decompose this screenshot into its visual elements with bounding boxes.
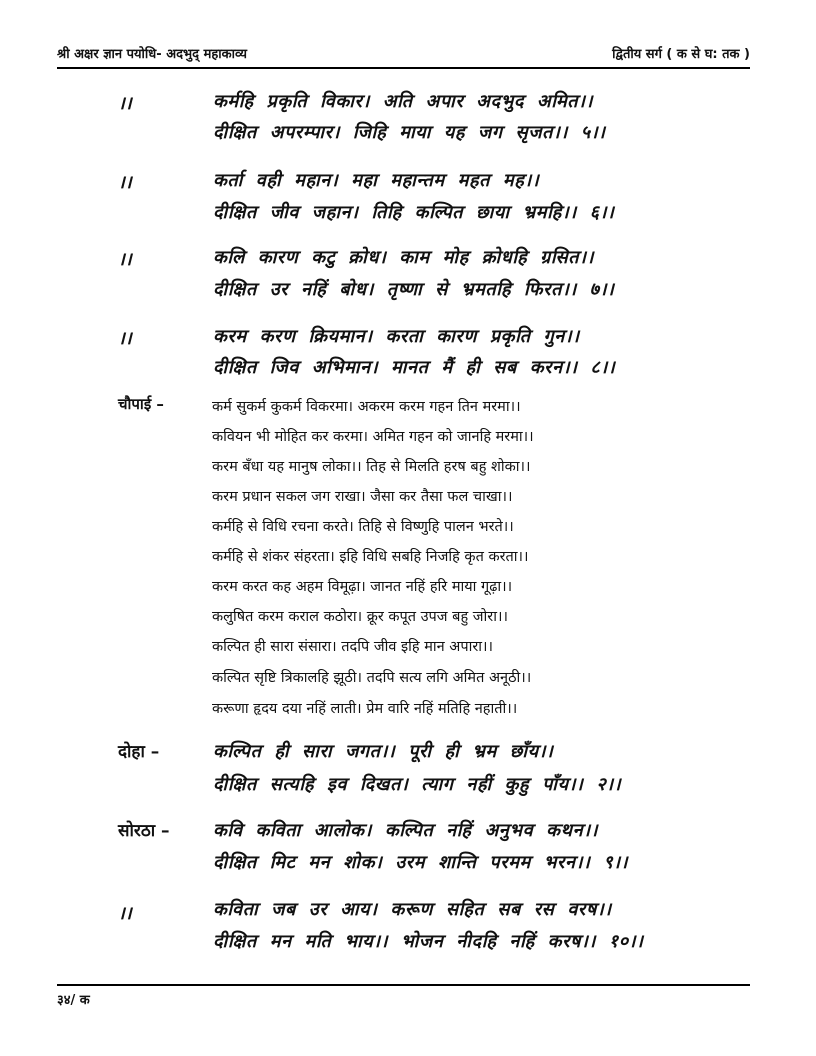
verse-line: करम करण क्रियमान। करता कारण प्रकृति गुन।। xyxy=(213,326,580,347)
doha-label: दोहा – xyxy=(118,742,160,762)
verse-label: ।। xyxy=(118,328,132,349)
chaupai-line: करूणा हृदय दया नहिं लाती। प्रेम वारि नहिं मतिहि नहाती।। xyxy=(212,701,518,717)
chaupai-line: कर्म सुकर्म कुकर्म विकरमा। अकरम करम गहन तिन मरमा।। xyxy=(212,399,521,415)
verse-label: ।। xyxy=(118,903,132,924)
verse-line: कविता जब उर आय। करूण सहित सब रस वरष।। xyxy=(213,899,612,920)
chaupai-line: करम बँधा यह मानुष लोका।। तिह से मिलति हरष बहु शोका।। xyxy=(212,459,531,475)
verse-label: ।। xyxy=(118,93,132,114)
footer-rule xyxy=(57,984,750,986)
chaupai-label: चौपाई – xyxy=(118,395,164,413)
verse-line: दीक्षित अपरम्पार। जिहि माया यह जग सृजत।। ५।। xyxy=(213,122,606,143)
soratha-line: दीक्षित मिट मन शोक। उरम शान्ति परमम भरन।। ९।। xyxy=(213,852,629,873)
soratha-line: कवि कविता आलोक। कल्पित नहिं अनुभव कथन।। xyxy=(213,820,599,841)
verse-line: कलि कारण कटु क्रोध। काम मोह क्रोधहि ग्रसित।। xyxy=(213,247,594,268)
page-header xyxy=(57,44,750,64)
chaupai-line: करम करत कह अहम विमूढ़ा। जानत नहिं हरि माया गूढ़ा।। xyxy=(212,579,513,595)
verse-line: दीक्षित मन मति भाय।। भोजन नीदहि नहिं करष।। १०।। xyxy=(213,931,644,952)
doha-line: कल्पित ही सारा जगत।। पूरी ही भ्रम छाँय।। xyxy=(213,741,554,762)
book-title: श्री अक्षर ज्ञान पयोधि- अदभुद् महाकाव्य xyxy=(57,47,247,62)
chaupai-line: कल्पित सृष्टि त्रिकालहि झूठी। तदपि सत्य लगि अमित अनूठी।। xyxy=(212,670,532,686)
verse-line: दीक्षित उर नहिं बोध। तृष्णा से भ्रमतहि फिरत।। ७।। xyxy=(213,279,615,300)
chaupai-line: कल्पित ही सारा संसारा। तदपि जीव इहि मान अपारा।। xyxy=(212,639,494,655)
chaupai-line: कर्महि से शंकर संहरता। इहि विधि सबहि निजहि कृत करता।। xyxy=(212,549,529,565)
verse-line: कर्महि प्रकृति विकार। अति अपार अदभुद अमित।। xyxy=(213,91,594,112)
verse-line: कर्ता वही महान। महा महान्तम महत मह।। xyxy=(213,170,540,191)
chaupai-line: कलुषित करम कराल कठोरा। क्रूर कपूत उपज बहु जोरा।। xyxy=(212,609,508,625)
header-rule xyxy=(57,67,750,69)
chaupai-line: कर्महि से विधि रचना करते। तिहि से विष्णुहि पालन भरते।। xyxy=(212,519,514,535)
doha-line: दीक्षित सत्यहि इव दिखत। त्याग नहीं कुहु पाँय।। २।। xyxy=(213,774,622,795)
verse-line: दीक्षित जिव अभिमान। मानत मैं ही सब करन।। ८।। xyxy=(213,357,616,378)
verse-line: दीक्षित जीव जहान। तिहि कल्पित छाया भ्रमहि।। ६।। xyxy=(213,202,615,223)
soratha-label: सोरठा – xyxy=(118,821,170,841)
chapter-title: द्वितीय सर्ग ( क से घ: तक ) xyxy=(612,47,750,62)
verse-label: ।। xyxy=(118,249,132,270)
chaupai-line: कवियन भी मोहित कर करमा। अमित गहन को जानहि मरमा।। xyxy=(212,429,534,445)
page-number: ३४/ क xyxy=(57,993,90,1008)
verse-label: ।। xyxy=(118,172,132,193)
chaupai-line: करम प्रधान सकल जग राखा। जैसा कर तैसा फल चाखा।। xyxy=(212,489,513,505)
